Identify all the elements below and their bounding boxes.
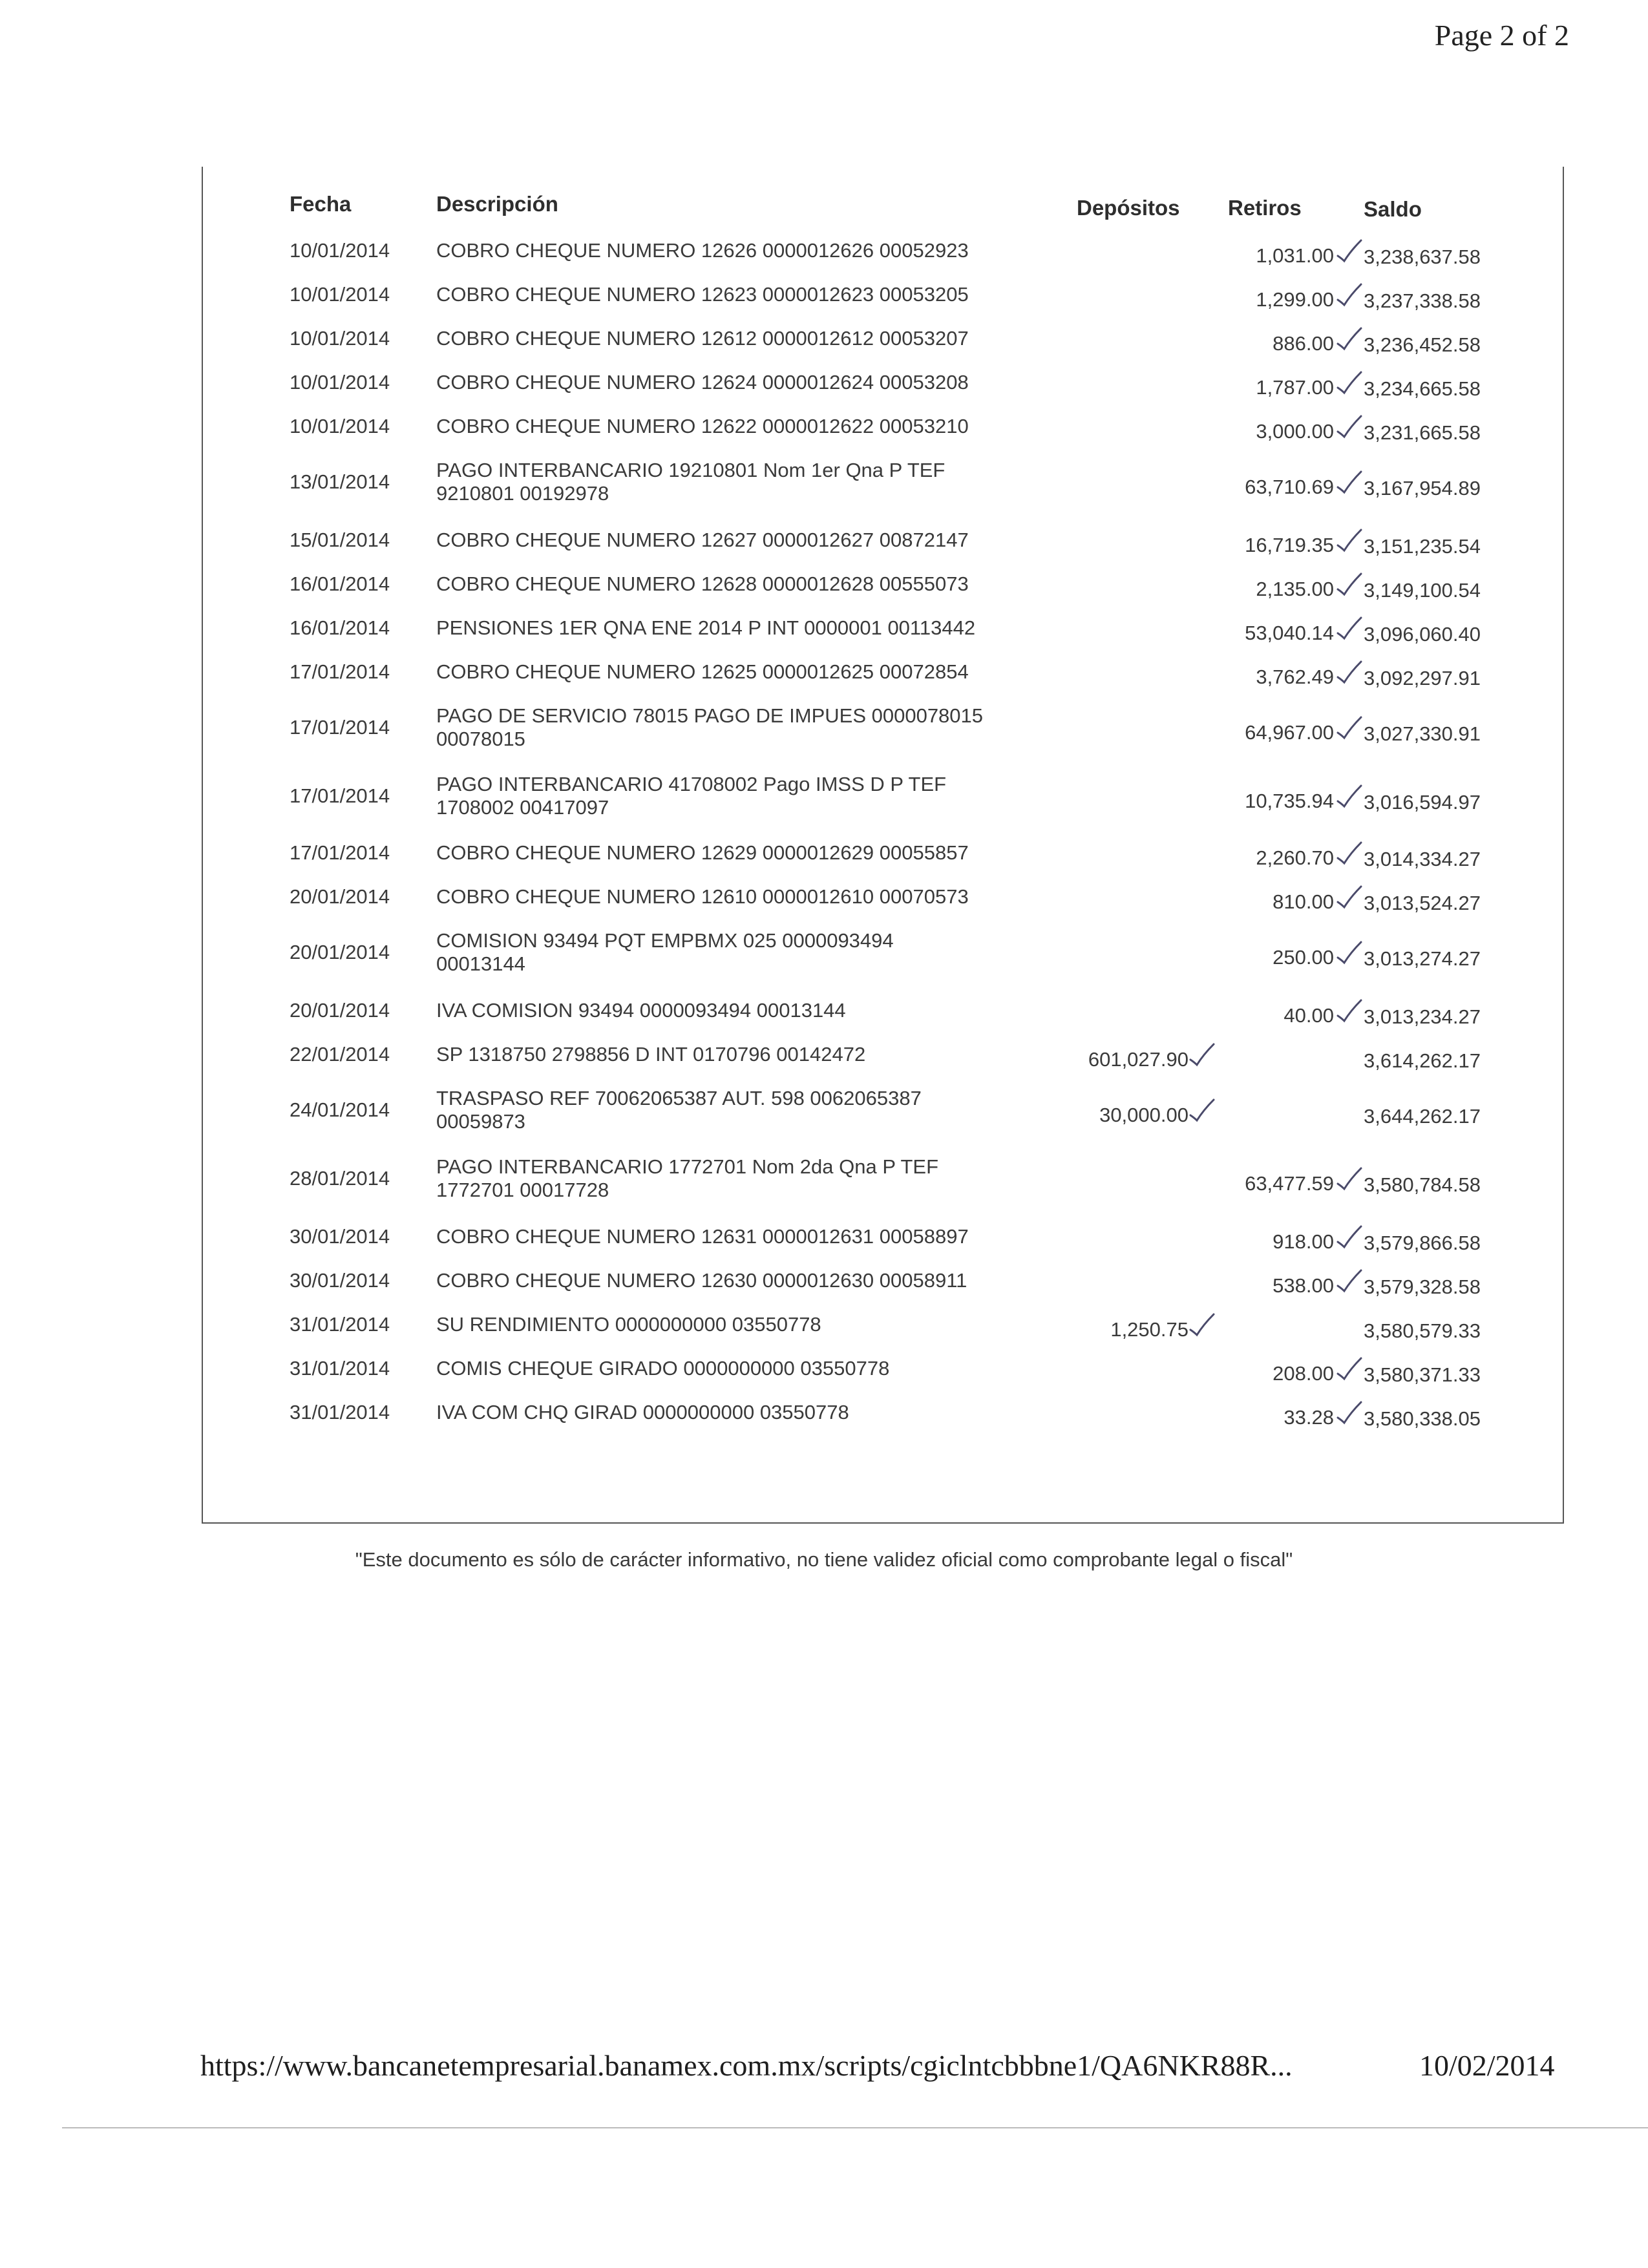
row-descripcion: COBRO CHEQUE NUMERO 12630 0000012630 00058911	[436, 1269, 967, 1292]
row-saldo: 3,231,665.58	[1364, 421, 1481, 444]
row-saldo: 3,237,338.58	[1364, 289, 1481, 312]
check-mark-icon	[1188, 1310, 1216, 1339]
check-mark-icon	[1335, 1223, 1364, 1251]
row-saldo: 3,236,452.58	[1364, 333, 1481, 356]
check-mark-icon	[1188, 1096, 1216, 1124]
check-mark-icon	[1335, 368, 1364, 397]
row-fecha: 10/01/2014	[290, 327, 390, 350]
table-row	[203, 415, 1563, 461]
page-number: Page 2 of 2	[1434, 19, 1569, 52]
table-row	[203, 1401, 1563, 1447]
row-saldo: 3,013,234.27	[1364, 1005, 1481, 1028]
check-mark-icon	[1335, 324, 1364, 353]
col-descripcion-header: Descripción	[436, 192, 558, 216]
row-fecha: 30/01/2014	[290, 1225, 390, 1248]
row-retiro: 810.00	[1273, 890, 1334, 913]
row-saldo: 3,580,338.05	[1364, 1407, 1481, 1430]
row-saldo: 3,614,262.17	[1364, 1049, 1481, 1072]
row-saldo: 3,016,594.97	[1364, 791, 1481, 814]
row-saldo: 3,644,262.17	[1364, 1105, 1481, 1128]
row-descripcion: COBRO CHEQUE NUMERO 12628 0000012628 00555073	[436, 572, 969, 595]
row-descripcion: COBRO CHEQUE NUMERO 12624 0000012624 00053208	[436, 371, 969, 394]
row-retiro: 1,031.00	[1256, 244, 1334, 267]
row-descripcion: SP 1318750 2798856 D INT 0170796 00142472	[436, 1043, 866, 1066]
check-mark-icon	[1335, 1266, 1364, 1295]
row-fecha: 31/01/2014	[290, 1401, 390, 1423]
row-retiro: 2,135.00	[1256, 578, 1334, 600]
row-retiro: 538.00	[1273, 1274, 1334, 1297]
row-descripcion: PENSIONES 1ER QNA ENE 2014 P INT 0000001 00113442	[436, 616, 976, 639]
row-fecha: 10/01/2014	[290, 415, 390, 437]
check-mark-icon	[1188, 1040, 1216, 1069]
check-mark-icon	[1335, 1354, 1364, 1383]
statement-table	[202, 167, 1564, 1524]
row-fecha: 17/01/2014	[290, 841, 390, 864]
check-mark-icon	[1335, 713, 1364, 742]
row-retiro: 208.00	[1273, 1362, 1334, 1385]
row-descripcion: COBRO CHEQUE NUMERO 12612 0000012612 00053207	[436, 327, 969, 350]
row-retiro: 63,477.59	[1245, 1172, 1334, 1195]
row-descripcion: COMIS CHEQUE GIRADO 0000000000 03550778	[436, 1357, 890, 1380]
row-saldo: 3,579,328.58	[1364, 1276, 1481, 1298]
table-row	[203, 1357, 1563, 1403]
row-retiro: 40.00	[1284, 1004, 1334, 1027]
row-descripcion-line2: 1708002 00417097	[436, 796, 609, 819]
row-fecha: 10/01/2014	[290, 239, 390, 262]
row-fecha: 24/01/2014	[290, 1098, 390, 1121]
row-retiro: 33.28	[1284, 1406, 1334, 1429]
row-saldo: 3,238,637.58	[1364, 246, 1481, 268]
check-mark-icon	[1335, 938, 1364, 967]
check-mark-icon	[1335, 782, 1364, 810]
row-saldo: 3,579,866.58	[1364, 1232, 1481, 1254]
check-mark-icon	[1335, 614, 1364, 642]
table-row	[203, 999, 1563, 1045]
row-retiro: 53,040.14	[1245, 622, 1334, 644]
row-descripcion: PAGO DE SERVICIO 78015 PAGO DE IMPUES 0000078015	[436, 704, 984, 727]
check-mark-icon	[1335, 236, 1364, 265]
row-fecha: 17/01/2014	[290, 660, 390, 683]
row-retiro: 250.00	[1273, 946, 1334, 969]
table-row	[203, 616, 1563, 663]
row-fecha: 30/01/2014	[290, 1269, 390, 1292]
check-mark-icon	[1335, 839, 1364, 867]
row-fecha: 16/01/2014	[290, 616, 390, 639]
print-date: 10/02/2014	[1419, 2049, 1555, 2082]
row-deposito: 30,000.00	[1099, 1104, 1188, 1126]
row-fecha: 16/01/2014	[290, 572, 390, 595]
row-saldo: 3,149,100.54	[1364, 579, 1481, 602]
check-mark-icon	[1335, 526, 1364, 554]
row-saldo: 3,014,334.27	[1364, 848, 1481, 870]
row-fecha: 17/01/2014	[290, 716, 390, 739]
table-row	[203, 1313, 1563, 1360]
row-descripcion: COBRO CHEQUE NUMERO 12623 0000012623 00053205	[436, 283, 969, 306]
row-saldo: 3,151,235.54	[1364, 535, 1481, 558]
row-descripcion: PAGO INTERBANCARIO 1772701 Nom 2da Qna P TEF	[436, 1155, 939, 1178]
check-mark-icon	[1335, 883, 1364, 911]
row-saldo: 3,096,060.40	[1364, 623, 1481, 646]
row-retiro: 886.00	[1273, 332, 1334, 355]
row-fecha: 28/01/2014	[290, 1167, 390, 1190]
page-url: https://www.bancanetempresarial.banamex.com.mx/scripts/cgiclntcbbbne1/QA6NKR88R...	[200, 2049, 1293, 2082]
check-mark-icon	[1335, 1398, 1364, 1427]
row-descripcion: TRASPASO REF 70062065387 AUT. 598 0062065387	[436, 1087, 922, 1109]
row-retiro: 1,787.00	[1256, 376, 1334, 399]
row-saldo: 3,580,371.33	[1364, 1363, 1481, 1386]
row-deposito: 601,027.90	[1088, 1048, 1188, 1071]
table-row	[203, 1155, 1563, 1202]
row-descripcion-line2: 9210801 00192978	[436, 482, 609, 505]
row-descripcion: COMISION 93494 PQT EMPBMX 025 0000093494	[436, 929, 894, 952]
check-mark-icon	[1335, 280, 1364, 309]
row-retiro: 64,967.00	[1245, 721, 1334, 744]
row-saldo: 3,013,524.27	[1364, 892, 1481, 914]
row-descripcion: COBRO CHEQUE NUMERO 12629 0000012629 00055857	[436, 841, 969, 864]
row-saldo: 3,580,579.33	[1364, 1319, 1481, 1342]
row-retiro: 2,260.70	[1256, 846, 1334, 869]
table-row	[203, 459, 1563, 505]
row-retiro: 918.00	[1273, 1230, 1334, 1253]
row-fecha: 20/01/2014	[290, 941, 390, 963]
table-row	[203, 885, 1563, 932]
check-mark-icon	[1335, 996, 1364, 1025]
disclaimer: "Este documento es sólo de carácter informativo, no tiene validez oficial como comprobante legal o fiscal"	[355, 1548, 1293, 1571]
table-row	[203, 1269, 1563, 1316]
row-fecha: 20/01/2014	[290, 999, 390, 1022]
col-retiros-header: Retiros	[1228, 196, 1302, 220]
row-descripcion: PAGO INTERBANCARIO 19210801 Nom 1er Qna P TEF	[436, 459, 945, 481]
table-row	[203, 572, 1563, 619]
row-retiro: 3,000.00	[1256, 420, 1334, 443]
bottom-divider	[62, 2127, 1648, 2128]
row-retiro: 1,299.00	[1256, 288, 1334, 311]
row-descripcion-line2: 00013144	[436, 952, 525, 975]
row-fecha: 17/01/2014	[290, 784, 390, 807]
row-saldo: 3,580,784.58	[1364, 1173, 1481, 1196]
check-mark-icon	[1335, 658, 1364, 686]
table-row	[203, 660, 1563, 707]
row-descripcion: SU RENDIMIENTO 0000000000 03550778	[436, 1313, 821, 1336]
row-fecha: 13/01/2014	[290, 470, 390, 493]
row-retiro: 10,735.94	[1245, 790, 1334, 812]
row-descripcion: COBRO CHEQUE NUMERO 12625 0000012625 00072854	[436, 660, 969, 683]
table-row	[203, 283, 1563, 330]
row-deposito: 1,250.75	[1110, 1318, 1188, 1341]
col-fecha-header: Fecha	[290, 192, 352, 216]
table-row	[203, 327, 1563, 373]
row-descripcion: PAGO INTERBANCARIO 41708002 Pago IMSS D P TEF	[436, 773, 947, 795]
table-row	[203, 704, 1563, 751]
row-descripcion: COBRO CHEQUE NUMERO 12610 0000012610 00070573	[436, 885, 969, 908]
check-mark-icon	[1335, 570, 1364, 598]
row-retiro: 16,719.35	[1245, 534, 1334, 556]
row-descripcion: IVA COMISION 93494 0000093494 00013144	[436, 999, 846, 1022]
row-descripcion: IVA COM CHQ GIRAD 0000000000 03550778	[436, 1401, 849, 1423]
row-fecha: 10/01/2014	[290, 371, 390, 394]
table-row	[203, 841, 1563, 888]
row-fecha: 31/01/2014	[290, 1357, 390, 1380]
row-descripcion: COBRO CHEQUE NUMERO 12622 0000012622 00053210	[436, 415, 969, 437]
row-descripcion-line2: 1772701 00017728	[436, 1179, 609, 1201]
row-fecha: 22/01/2014	[290, 1043, 390, 1066]
row-fecha: 10/01/2014	[290, 283, 390, 306]
check-mark-icon	[1335, 468, 1364, 496]
row-descripcion: COBRO CHEQUE NUMERO 12627 0000012627 00872147	[436, 529, 969, 551]
row-saldo: 3,092,297.91	[1364, 667, 1481, 689]
row-descripcion: COBRO CHEQUE NUMERO 12631 0000012631 00058897	[436, 1225, 969, 1248]
table-row	[203, 1087, 1563, 1133]
row-descripcion-line2: 00059873	[436, 1110, 525, 1133]
col-depositos-header: Depósitos	[1077, 196, 1180, 220]
table-row	[203, 773, 1563, 819]
row-retiro: 3,762.49	[1256, 666, 1334, 688]
row-descripcion-line2: 00078015	[436, 728, 525, 750]
table-row	[203, 1225, 1563, 1272]
table-row	[203, 929, 1563, 976]
row-descripcion: COBRO CHEQUE NUMERO 12626 0000012626 00052923	[436, 239, 969, 262]
table-header	[203, 193, 1563, 239]
row-fecha: 31/01/2014	[290, 1313, 390, 1336]
row-fecha: 15/01/2014	[290, 529, 390, 551]
check-mark-icon	[1335, 412, 1364, 441]
row-saldo: 3,167,954.89	[1364, 477, 1481, 499]
col-saldo-header: Saldo	[1364, 197, 1422, 221]
row-saldo: 3,013,274.27	[1364, 947, 1481, 970]
table-row	[203, 239, 1563, 286]
row-saldo: 3,027,330.91	[1364, 722, 1481, 745]
table-row	[203, 1043, 1563, 1089]
row-retiro: 63,710.69	[1245, 476, 1334, 498]
row-saldo: 3,234,665.58	[1364, 377, 1481, 400]
check-mark-icon	[1335, 1164, 1364, 1193]
row-fecha: 20/01/2014	[290, 885, 390, 908]
table-row	[203, 529, 1563, 575]
table-row	[203, 371, 1563, 417]
